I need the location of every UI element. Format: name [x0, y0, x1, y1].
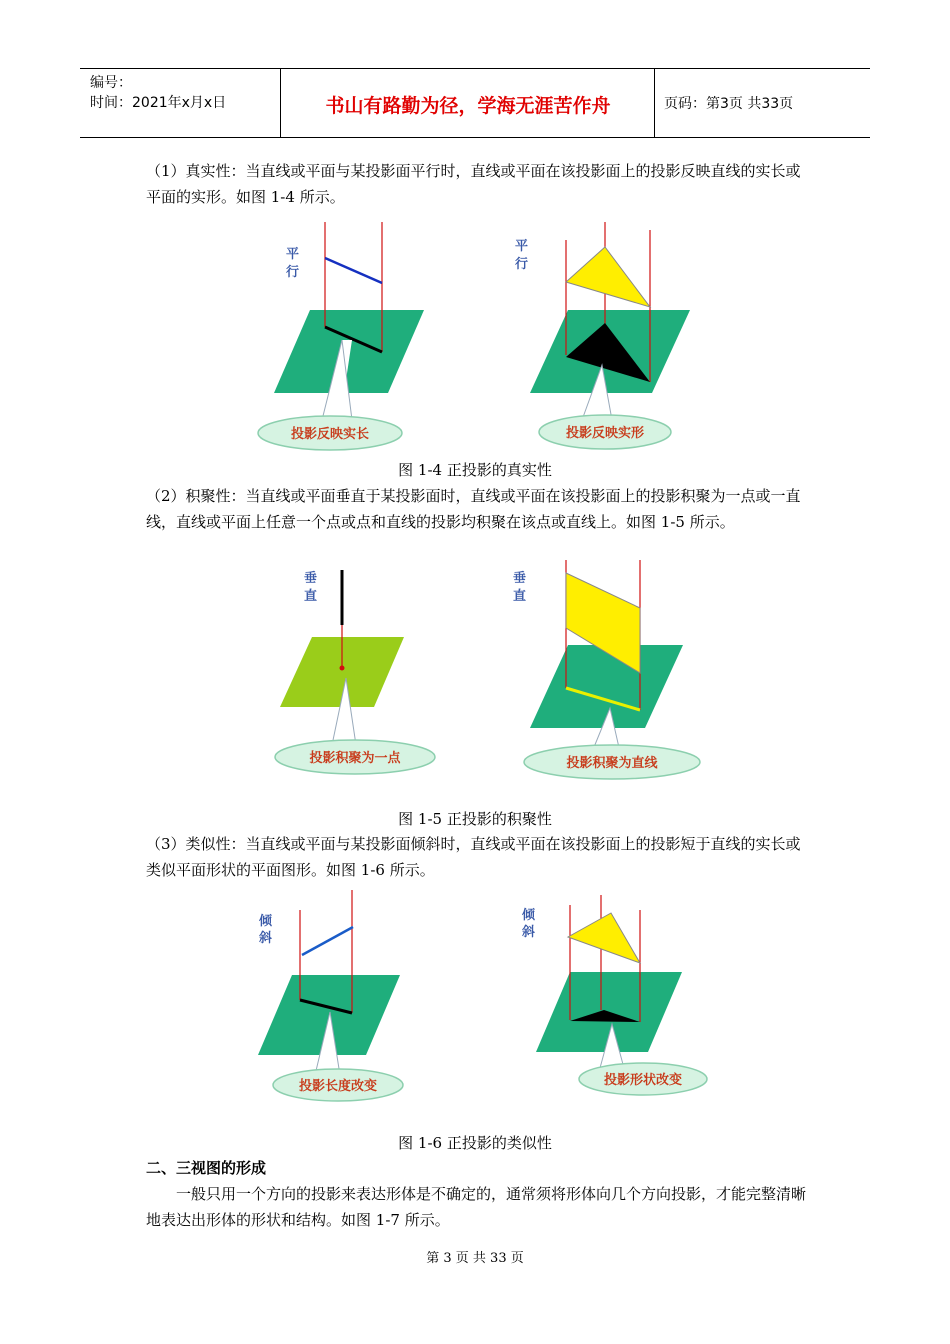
page-footer: 第 3 页 共 33 页 — [426, 1251, 524, 1266]
section-title: 二、三视图的形成 — [146, 1159, 267, 1177]
fig5-right-bubble-text: 投影积聚为直线 — [566, 756, 658, 771]
fig6-right-label-2: 斜 — [522, 925, 536, 940]
fig4-left-bubble-text: 投影反映实长 — [290, 427, 370, 442]
header-motto: 书山有路勤为径，学海无涯苦作舟 — [325, 95, 611, 117]
inclined-line — [302, 927, 353, 955]
fig4-left-label-1: 平 — [286, 247, 300, 262]
figure-1-4-caption: 图 1-4 正投影的真实性 — [398, 461, 552, 479]
header-page-info: 页码：第3页 共33页 — [664, 96, 794, 112]
fig6-right-label-1: 倾 — [522, 908, 536, 923]
document-date: 时间：2021年x月x日 — [90, 95, 227, 111]
fig6-right-diagram — [536, 895, 707, 1095]
inclined-triangle — [568, 913, 640, 963]
fig6-left-bubble-text: 投影长度改变 — [298, 1079, 378, 1094]
document-number-label: 编号： — [90, 75, 132, 91]
figure-1-6-caption: 图 1-6 正投影的类似性 — [398, 1134, 552, 1152]
fig6-left-diagram — [258, 890, 403, 1101]
fig4-right-bubble-text: 投影反映实形 — [565, 426, 645, 441]
fig6-left-label-2: 斜 — [259, 931, 273, 946]
fig5-left-label-1: 垂 — [304, 571, 318, 586]
paragraph-three-views: 一般只用一个方向的投影来表达形体是不确定的，通常须将形体向几个方向投影，才能完整清晰地表达出形体的形状和结构。如图 1-7 所示。 — [146, 1185, 807, 1229]
paragraph-accumulation: （2）积聚性：当直线或平面垂直于某投影面时，直线或平面在该投影面上的投影积聚为一点或一直线，直线或平面上任意一个点或点和直线的投影均积聚在该点或直线上。如图 1-5 所示。 — [146, 487, 801, 531]
fig4-right-label-1: 平 — [515, 239, 529, 254]
fig6-left-label-1: 倾 — [259, 914, 273, 929]
figure-1-5-caption: 图 1-5 正投影的积聚性 — [398, 810, 552, 828]
fig4-right-label-2: 行 — [515, 257, 529, 272]
paragraph-realness: （1）真实性：当直线或平面与某投影面平行时，直线或平面在该投影面上的投影反映直线的实长或平面的实形。如图 1-4 所示。 — [146, 162, 801, 206]
fig6-right-bubble-text: 投影形状改变 — [603, 1073, 683, 1088]
paragraph-similarity: （3）类似性：当直线或平面与某投影面倾斜时，直线或平面在该投影面上的投影短于直线的实长或类似平面形状的平面图形。如图 1-6 所示。 — [146, 835, 801, 879]
fig5-right-label-2: 直 — [513, 589, 527, 604]
fig5-left-label-2: 直 — [304, 589, 318, 604]
fig5-right-label-1: 垂 — [513, 571, 527, 586]
fig5-left-bubble-text: 投影积聚为一点 — [309, 751, 401, 766]
fig4-left-label-2: 行 — [286, 265, 300, 280]
